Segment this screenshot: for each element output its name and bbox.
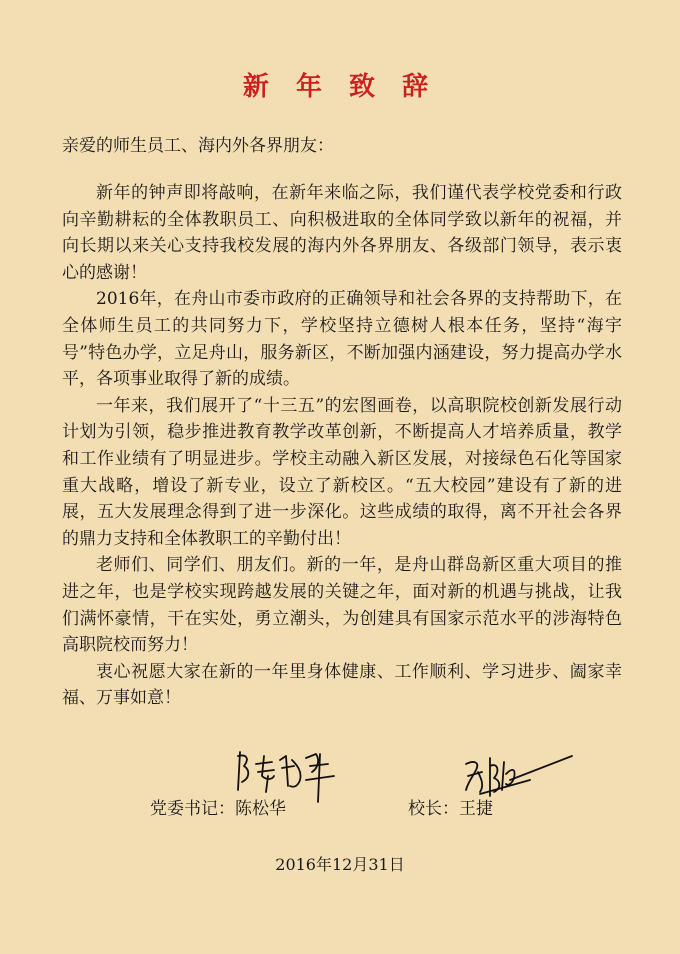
salutation: 亲爱的师生员工、海内外各界朋友：: [62, 136, 334, 156]
page-title: 新 年 致 辞: [242, 72, 438, 102]
paragraph: 老师们、同学们、朋友们。新的一年，是舟山群岛新区重大项目的推进之年，也是学校实现跨越发展的关键之年，面对新的机遇与挑战，让我们满怀豪情，干在实处，勇立潮头，为创建具有国家示范水平的涉海特色高职院校而努力！: [62, 555, 622, 656]
president-label: 校长：王捷: [408, 799, 493, 819]
paragraph: 一年来，我们展开了“十三五”的宏图画卷，以高职院校创新发展行动计划为引领，稳步推进教育教学改革创新，不断提高人才培养质量，教学和工作业绩有了明显进步。学校主动融入新区发展，对接绿色石化等国家重大战略，增设了新专业，设立了新校区。“五大校园”建设有了新的进展，五大发展理念得到了进一步深化。这些成绩的取得，离不开社会各界的鼎力支持和全体教职工的辛勤付出！: [62, 395, 622, 549]
paragraph: 新年的钟声即将敲响，在新年来临之际，我们谨代表学校党委和行政向辛勤耕耘的全体教职员工、向积极进取的全体同学致以新年的祝福，并向长期以来关心支持我校发展的海内外各界朋友、各级部门领导，表示衷心的感谢！: [62, 183, 622, 283]
party-secretary-label: 党委书记：陈松华: [150, 799, 286, 819]
letter-date: 2016年12月31日: [275, 855, 405, 874]
letter-body: [62, 180, 622, 712]
paragraph: 2016年，在舟山市委市政府的正确领导和社会各界的支持帮助下，在全体师生员工的共同努力下，学校坚持立德树人根本任务，坚持“海宇号”特色办学，立足舟山，服务新区，不断加强内涵建设，努力提高办学水平，各项事业取得了新的成绩。: [62, 289, 622, 390]
paragraph: 衷心祝愿大家在新的一年里身体健康、工作顺利、学习进步、阖家幸福、万事如意！: [62, 661, 622, 709]
signature-area: [0, 740, 680, 830]
